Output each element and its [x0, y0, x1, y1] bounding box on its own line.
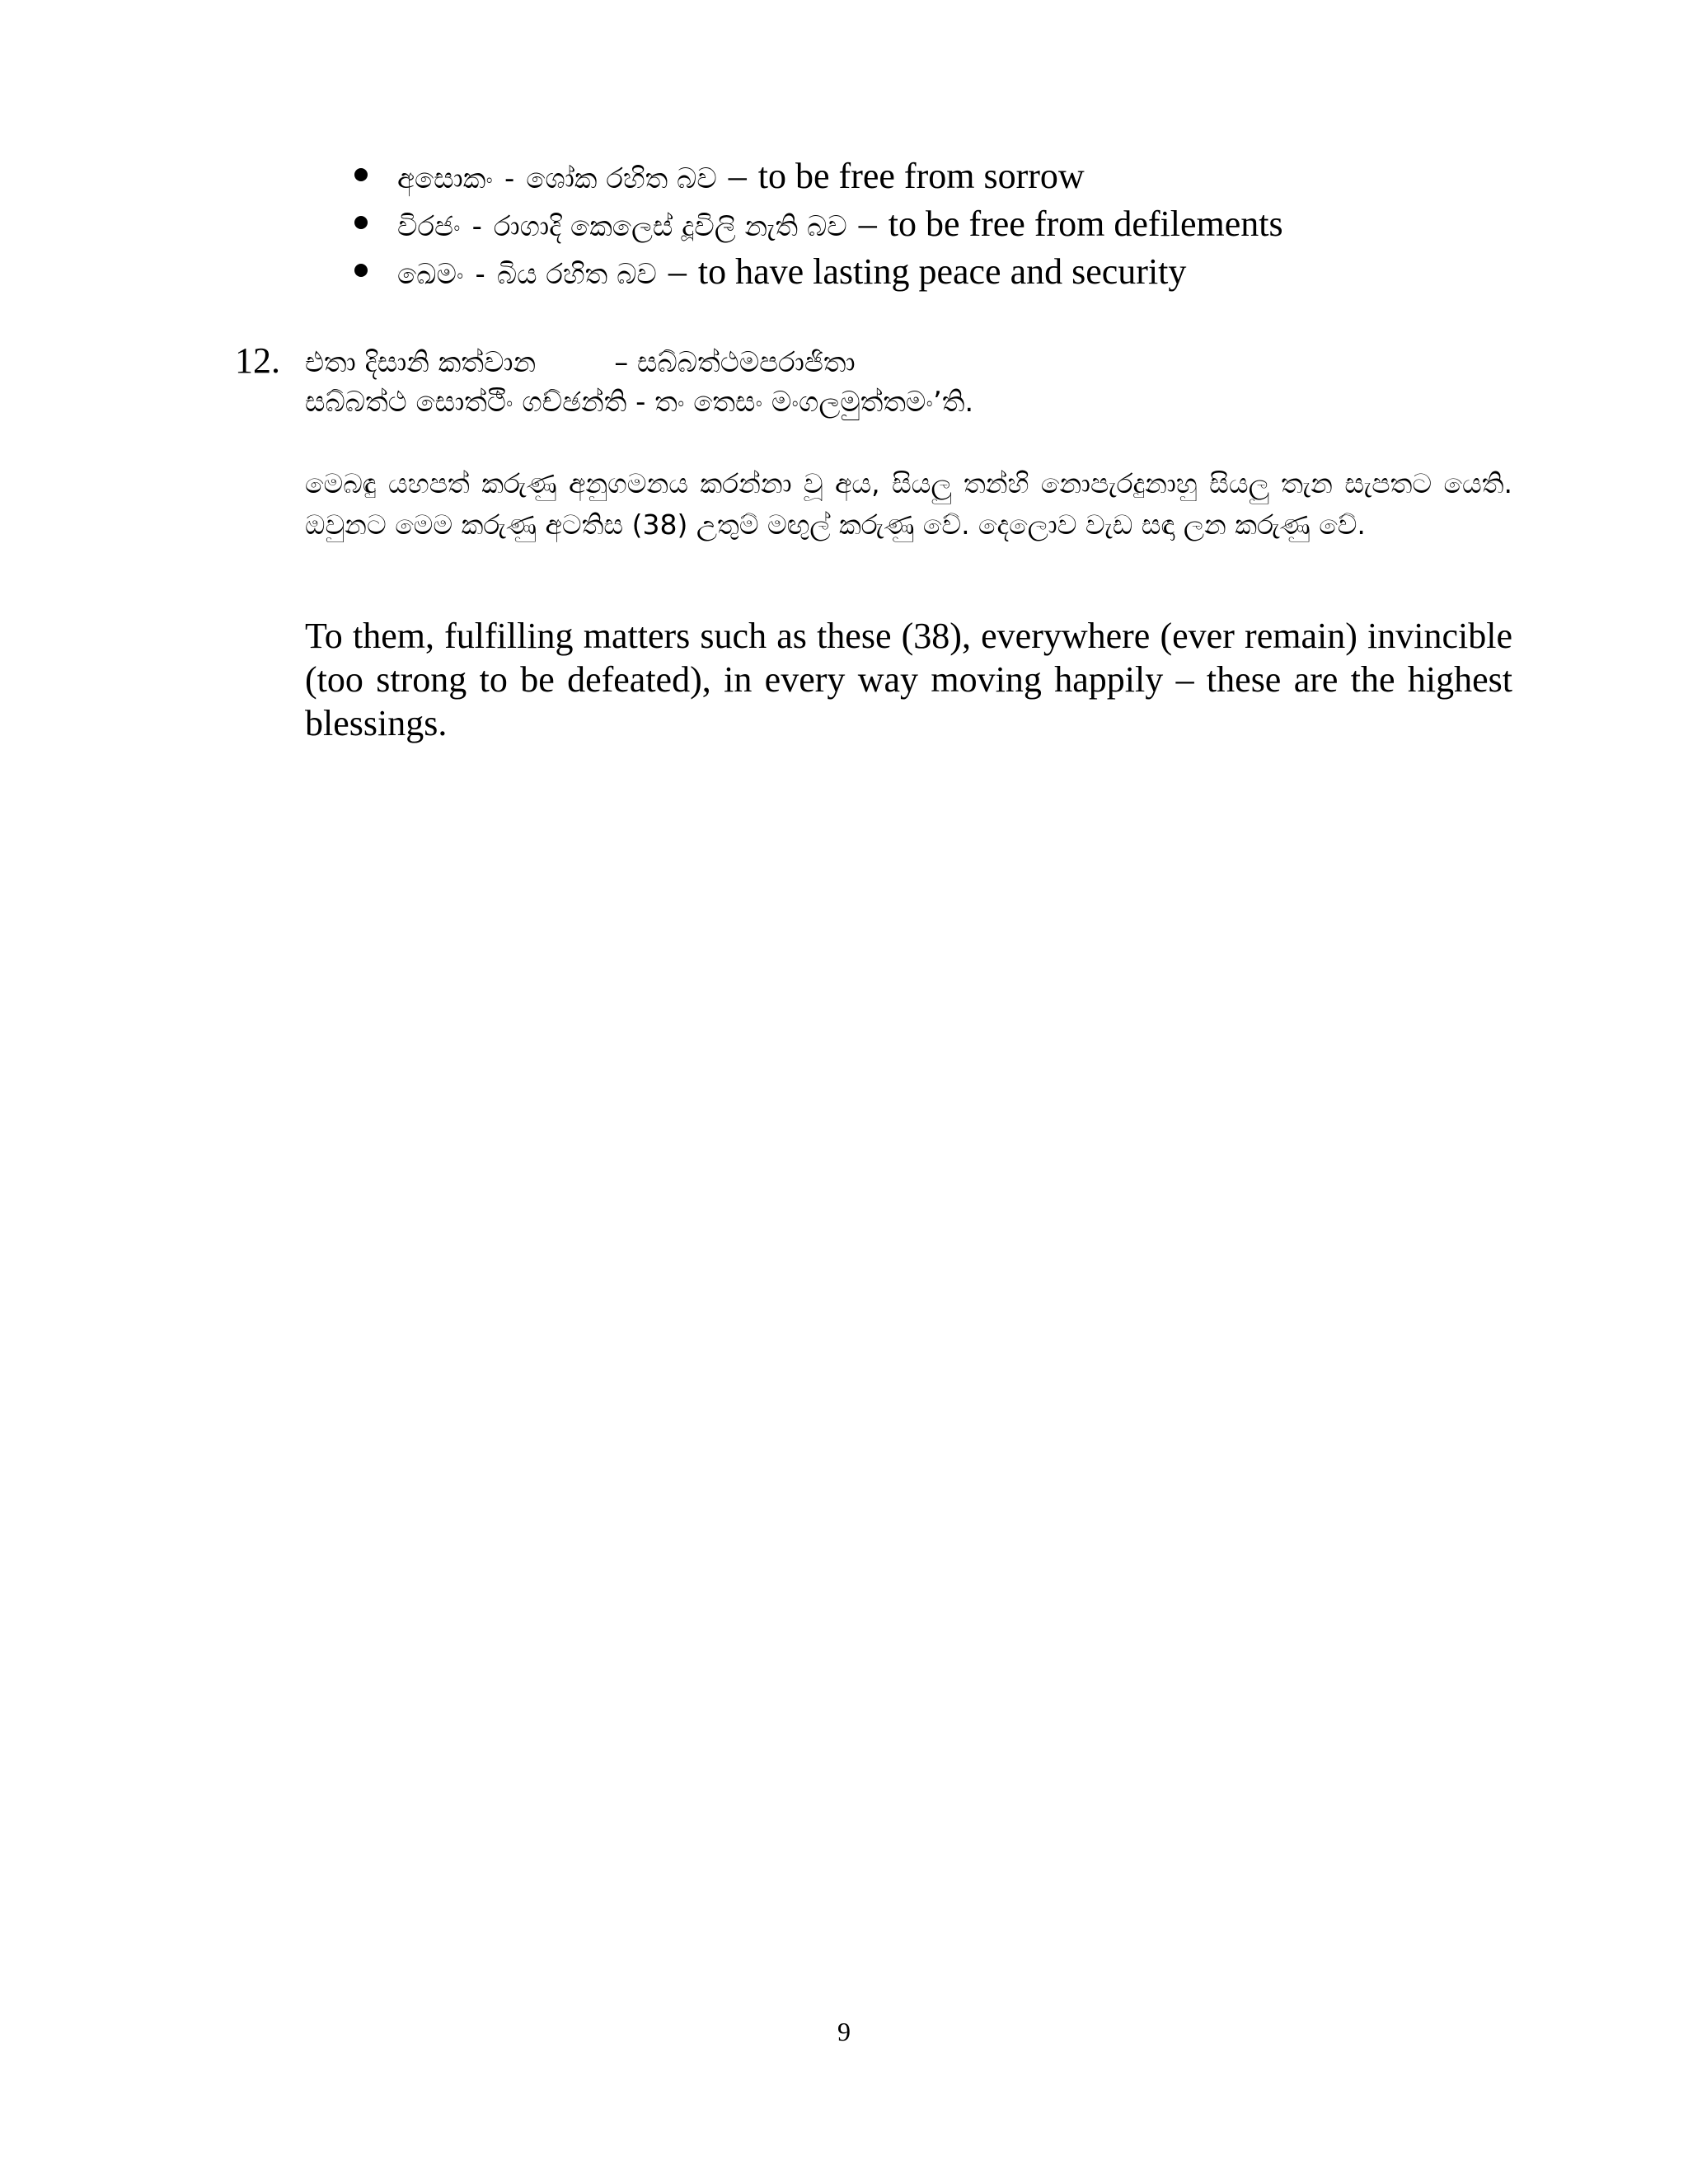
- bullet-list: [354, 152, 1541, 296]
- sinhala-paragraph: මෙබඳු යහපත් කරුණු අනුගමනය කරන්නා වූ අය, සියලු තන්හි නොපැරදුනාහු සියලු තැන සැපතට යෙති. ඔවුනට මෙම කරුණු අටතිස (38) උතුම් මඟුල් කරුණු වේ. දෙලොව වැඩ සඳා ලන කරුණු වේ.: [305, 467, 1512, 541]
- english-paragraph: To them, fulfilling matters such as these (38), everywhere (ever remain) invincible (too strong to be defeated), in every way moving happily – these are the highest blessings.: [305, 616, 1512, 743]
- verse-line-2: සබ්බත්ථ සොත්ථිං ගච්ඡන්ති - තං තෙසං මංගලමුත්තමං’ති.: [305, 386, 974, 419]
- dash-separator: –: [858, 204, 877, 244]
- sinhala-term: ඛෙමං: [397, 258, 464, 291]
- sinhala-meaning: ශෝක රහිත බව: [526, 162, 717, 195]
- sinhala-meaning: බිය රහිත බව: [496, 258, 657, 291]
- list-item: [354, 248, 1541, 296]
- bullet-icon: [354, 264, 368, 277]
- dash-separator: -: [471, 210, 482, 243]
- sinhala-meaning: රාගාදි කෙලෙස් දූවිලි නැති බව: [493, 210, 847, 243]
- verse-number: 12.: [235, 340, 280, 381]
- verse-line-1-part-2: – සබ්බත්ථමපරාජිතා: [614, 346, 856, 379]
- bullet-icon: [354, 216, 368, 229]
- dash-separator: -: [475, 258, 485, 291]
- list-item: [354, 152, 1541, 200]
- english-meaning: to have lasting peace and security: [697, 251, 1187, 292]
- dash-separator: –: [728, 156, 747, 196]
- dash-separator: -: [504, 162, 515, 195]
- list-item: [354, 200, 1541, 248]
- verse-line-1-part-1: එතා දිසානි කත්වාන: [305, 346, 537, 379]
- page-number: 9: [837, 2017, 851, 2046]
- sinhala-term: විරජං: [397, 210, 461, 243]
- english-meaning: to be free from defilements: [888, 204, 1283, 244]
- sinhala-term: අසොකං: [397, 162, 493, 195]
- bullet-icon: [354, 168, 368, 181]
- dash-separator: –: [668, 251, 687, 292]
- verse-line-1: [305, 343, 856, 382]
- english-meaning: to be free from sorrow: [757, 156, 1085, 196]
